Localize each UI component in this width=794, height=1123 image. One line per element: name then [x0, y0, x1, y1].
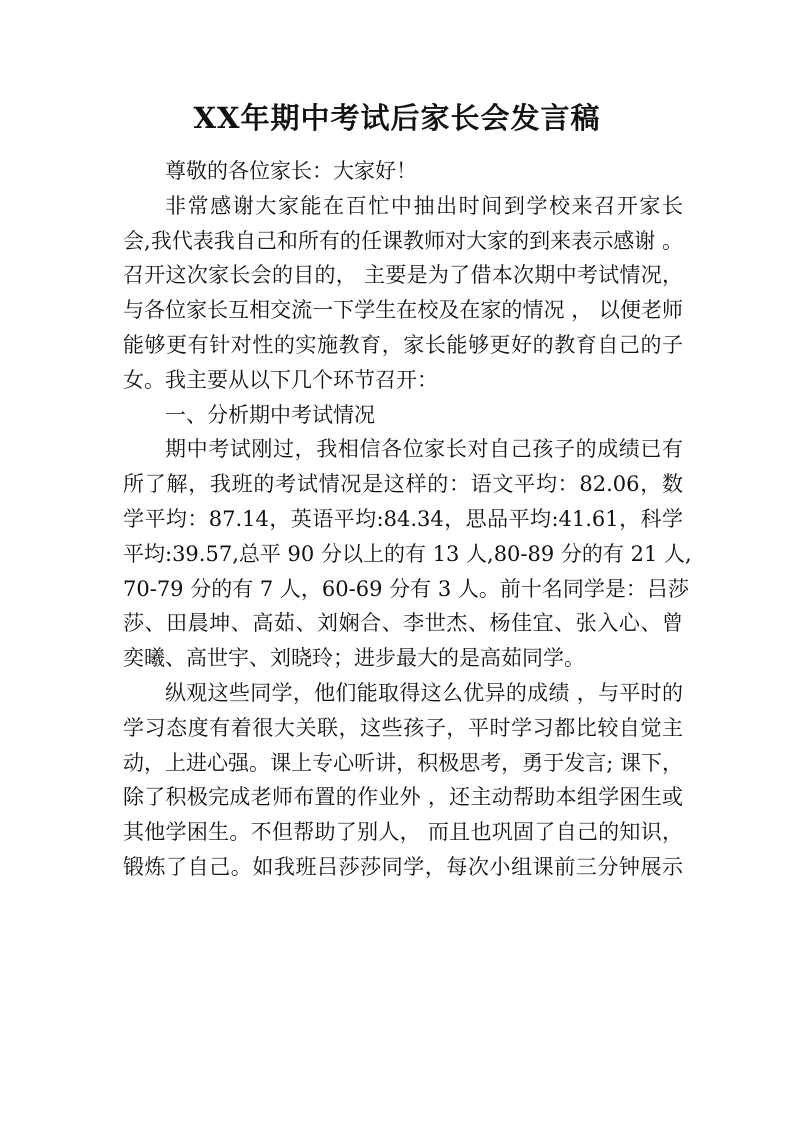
body-line: 与各位家长互相交流一下学生在校及在家的情况 ， 以便老师 [123, 298, 683, 323]
document-body [123, 154, 692, 885]
body-line: 平均:39.57,总平 90 分以上的有 13 人,80-89 分的有 21 人, [123, 541, 692, 566]
body-line: 纵观这些同学，他们能取得这么优异的成绩 ，与平时的 [165, 680, 683, 705]
body-line: 学习态度有着很大关联，这些孩子，平时学习都比较自觉主 [123, 715, 683, 740]
body-line: 女。我主要从以下几个环节召开： [123, 367, 438, 392]
body-line: 非常感谢大家能在百忙中抽出时间到学校来召开家长 [165, 193, 683, 218]
body-line: 除了积极完成老师布置的作业外 ，还主动帮助本组学困生或 [123, 785, 683, 810]
document-title: XX年期中考试后家长会发言稿 [193, 101, 601, 135]
body-line: 其他学困生。不但帮助了别人， 而且也巩固了自己的知识， [123, 820, 683, 845]
body-line: 能够更有针对性的实施教育，家长能够更好的教育自己的子 [123, 332, 683, 357]
body-line: 期中考试刚过，我相信各位家长对自己孩子的成绩已有 [165, 437, 683, 462]
body-line: 动，上进心强。课上专心听讲，积极思考，勇于发言; 课下， [123, 750, 683, 775]
body-line: 锻炼了自己。如我班吕莎莎同学，每次小组课前三分钟展示 [123, 854, 683, 879]
body-line: 莎、田晨坤、高茹、刘娴合、李世杰、杨佳宜、张入心、曾 [123, 611, 683, 636]
body-line: 尊敬的各位家长：大家好！ [165, 159, 417, 183]
body-line: 一、分析期中考试情况 [165, 402, 375, 427]
body-line: 70-79 分的有 7 人，60-69 分有 3 人。前十名同学是：吕莎 [123, 576, 689, 601]
body-line: 学平均：87.14，英语平均:84.34，思品平均:41.61，科学 [123, 506, 683, 531]
body-line: 所了解，我班的考试情况是这样的：语文平均：82.06，数 [123, 472, 683, 497]
body-line: 会,我代表我自己和所有的任课教师对大家的到来表示感谢 。 [123, 228, 683, 253]
body-line: 奕曦、高世宇、刘晓玲；进步最大的是高茹同学。 [123, 646, 585, 671]
body-line: 召开这次家长会的目的， 主要是为了借本次期中考试情况， [123, 263, 683, 288]
